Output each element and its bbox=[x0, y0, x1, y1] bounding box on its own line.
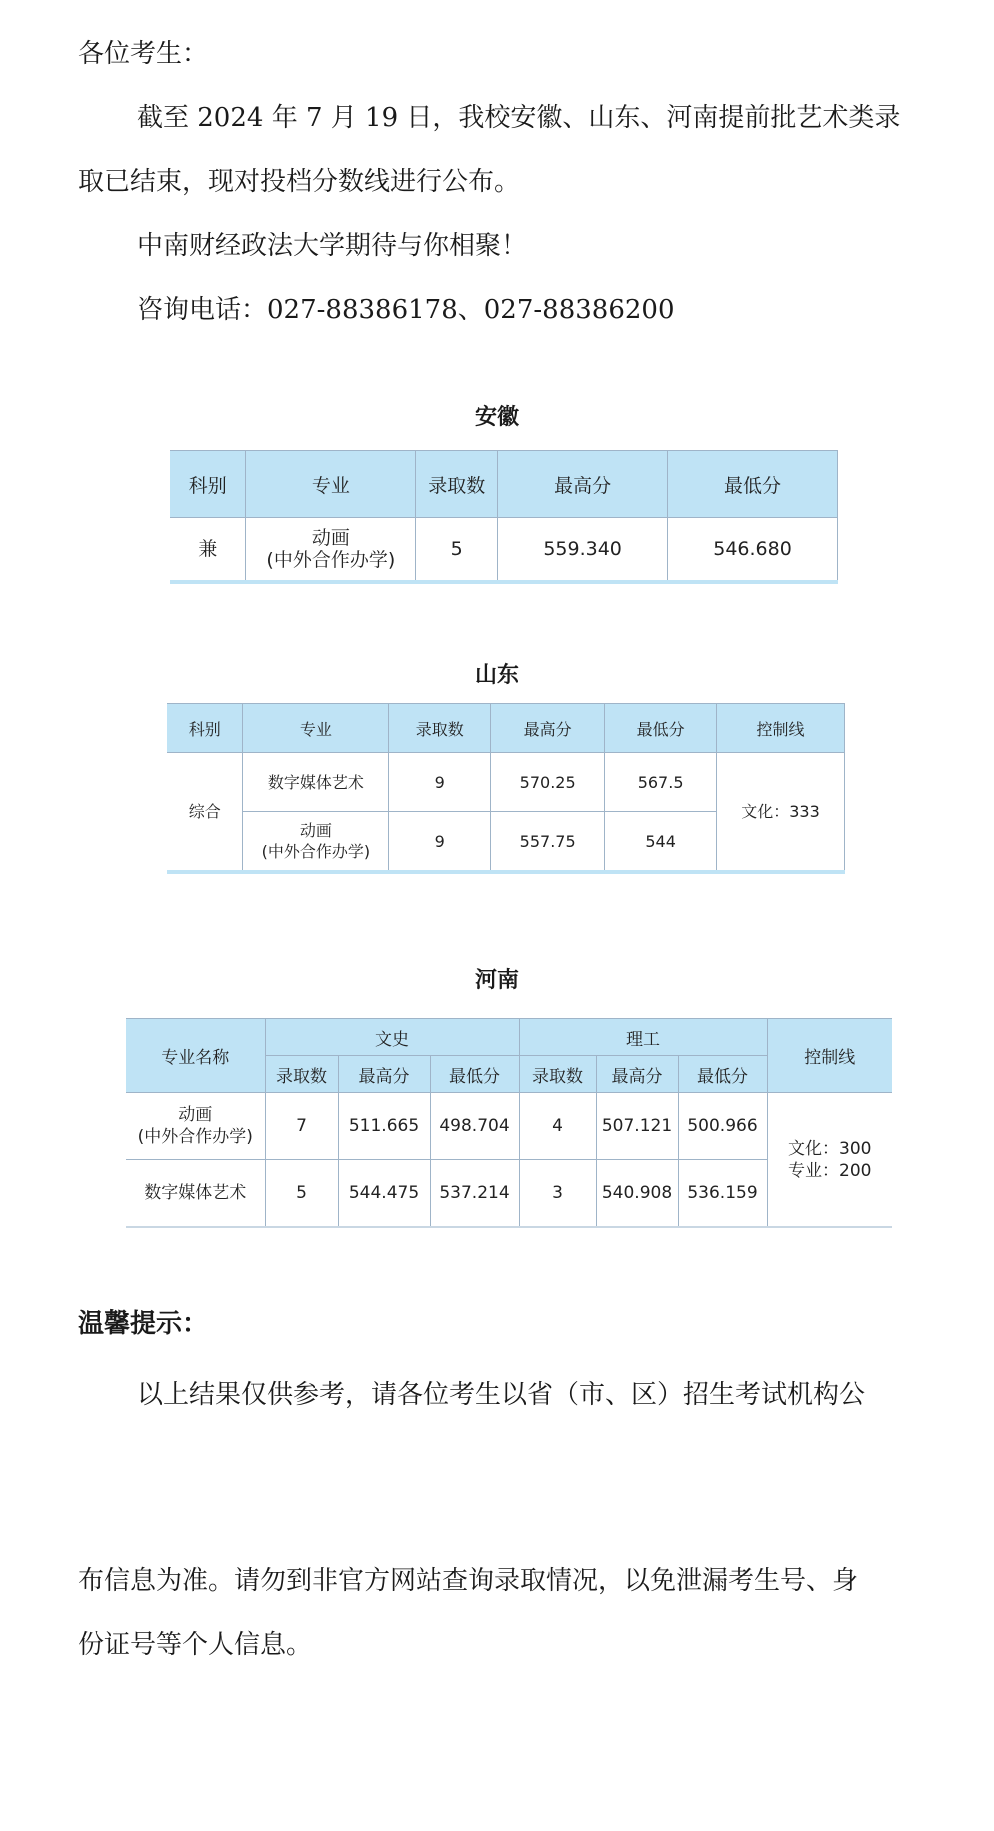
ws-max-cell: 511.665 bbox=[338, 1093, 430, 1160]
header-count: 录取数 bbox=[416, 451, 498, 518]
header-major: 专业 bbox=[243, 704, 389, 753]
major-cell bbox=[246, 518, 416, 583]
major-note: (中外合作办学) bbox=[266, 549, 396, 571]
lg-max-cell: 540.908 bbox=[596, 1160, 678, 1228]
table-header-row bbox=[170, 451, 838, 518]
intro-line-2: 取已结束，现对投档分数线进行公布。 bbox=[78, 167, 521, 197]
max-cell: 557.75 bbox=[491, 812, 605, 873]
min-cell: 567.5 bbox=[605, 753, 717, 812]
header-max: 最高分 bbox=[498, 451, 668, 518]
tips-line-3: 份证号等个人信息。 bbox=[78, 1630, 313, 1660]
max-cell: 559.340 bbox=[498, 518, 668, 583]
tips-line-2: 布信息为准。请勿到非官方网站查询录取情况，以免泄漏考生号、身 bbox=[78, 1566, 859, 1596]
header-control: 控制线 bbox=[717, 704, 845, 753]
count-cell: 5 bbox=[416, 518, 498, 583]
header-ws-min: 最低分 bbox=[430, 1056, 519, 1093]
tips-line-1: 以上结果仅供参考，请各位考生以省（市、区）招生考试机构公 bbox=[137, 1380, 866, 1410]
welcome-line: 中南财经政法大学期待与你相聚！ bbox=[137, 231, 528, 261]
header-lg-count: 录取数 bbox=[519, 1056, 596, 1093]
table-row bbox=[126, 1093, 892, 1160]
header-ws-max: 最高分 bbox=[338, 1056, 430, 1093]
header-min: 最低分 bbox=[668, 451, 838, 518]
major-cell: 数字媒体艺术 bbox=[126, 1160, 265, 1228]
count-cell: 9 bbox=[389, 812, 491, 873]
lg-count-cell: 4 bbox=[519, 1093, 596, 1160]
max-cell: 570.25 bbox=[491, 753, 605, 812]
header-major: 专业名称 bbox=[126, 1019, 265, 1093]
major-cell bbox=[126, 1093, 265, 1160]
ws-max-cell: 544.475 bbox=[338, 1160, 430, 1228]
shandong-title: 山东 bbox=[474, 663, 519, 688]
major-name: 动画 bbox=[178, 1105, 213, 1125]
major-cell: 数字媒体艺术 bbox=[243, 753, 389, 812]
lg-max-cell: 507.121 bbox=[596, 1093, 678, 1160]
table-row bbox=[170, 518, 838, 583]
tips-title: 温馨提示： bbox=[78, 1309, 209, 1339]
category-cell: 综合 bbox=[167, 753, 243, 873]
category-cell: 兼 bbox=[170, 518, 246, 583]
henan-score-table bbox=[126, 1018, 892, 1228]
lg-count-cell: 3 bbox=[519, 1160, 596, 1228]
header-category: 科别 bbox=[167, 704, 243, 753]
header-max: 最高分 bbox=[491, 704, 605, 753]
control-major: 专业：200 bbox=[788, 1160, 872, 1181]
table-header-row bbox=[126, 1019, 892, 1056]
major-name: 动画 bbox=[299, 821, 332, 840]
control-cell: 文化：333 bbox=[717, 753, 845, 873]
min-cell: 546.680 bbox=[668, 518, 838, 583]
header-lg-max: 最高分 bbox=[596, 1056, 678, 1093]
ws-count-cell: 5 bbox=[265, 1160, 338, 1228]
header-group-wenshi: 文史 bbox=[265, 1019, 519, 1056]
ws-min-cell: 498.704 bbox=[430, 1093, 519, 1160]
header-group-ligong: 理工 bbox=[519, 1019, 767, 1056]
major-cell bbox=[243, 812, 389, 873]
min-cell: 544 bbox=[605, 812, 717, 873]
major-note: (中外合作办学) bbox=[261, 842, 371, 861]
ws-min-cell: 537.214 bbox=[430, 1160, 519, 1228]
control-culture: 文化：300 bbox=[788, 1138, 872, 1159]
header-lg-min: 最低分 bbox=[678, 1056, 767, 1093]
major-note: (中外合作办学) bbox=[137, 1127, 253, 1147]
control-cell bbox=[767, 1093, 892, 1228]
greeting: 各位考生： bbox=[78, 39, 209, 69]
major-name: 动画 bbox=[311, 527, 350, 549]
header-major: 专业 bbox=[246, 451, 416, 518]
table-header-row bbox=[167, 704, 845, 753]
anhui-score-table bbox=[170, 450, 838, 584]
henan-title: 河南 bbox=[474, 968, 519, 993]
lg-min-cell: 536.159 bbox=[678, 1160, 767, 1228]
lg-min-cell: 500.966 bbox=[678, 1093, 767, 1160]
ws-count-cell: 7 bbox=[265, 1093, 338, 1160]
count-cell: 9 bbox=[389, 753, 491, 812]
intro-line-1: 截至 2024 年 7 月 19 日，我校安徽、山东、河南提前批艺术类录 bbox=[137, 103, 901, 133]
header-ws-count: 录取数 bbox=[265, 1056, 338, 1093]
header-count: 录取数 bbox=[389, 704, 491, 753]
anhui-title: 安徽 bbox=[474, 405, 519, 430]
table-row bbox=[167, 753, 845, 812]
header-control: 控制线 bbox=[767, 1019, 892, 1093]
header-category: 科别 bbox=[170, 451, 246, 518]
contact-line: 咨询电话：027-88386178、027-88386200 bbox=[137, 295, 675, 325]
shandong-score-table bbox=[167, 703, 845, 874]
header-min: 最低分 bbox=[605, 704, 717, 753]
